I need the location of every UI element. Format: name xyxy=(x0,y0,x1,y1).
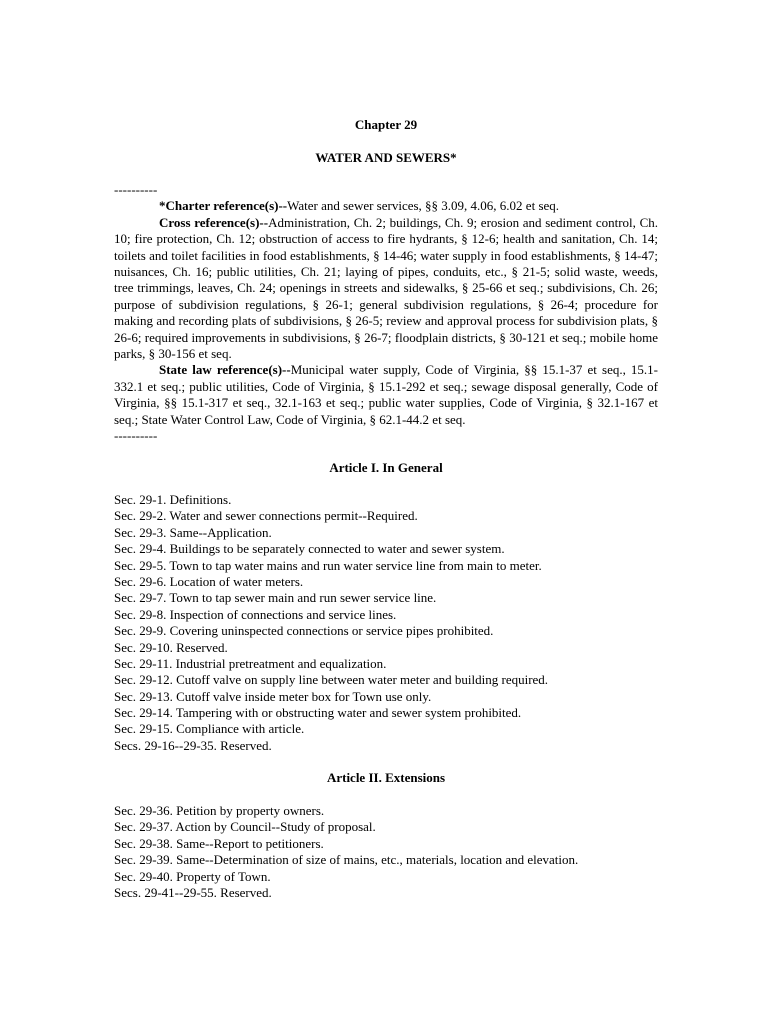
section-entry: Sec. 29-7. Town to tap sewer main and run sewer service line. xyxy=(114,590,437,606)
section-entry: Sec. 29-14. Tampering with or obstructing water and sewer system prohibited. xyxy=(114,705,522,721)
section-entry: Sec. 29-3. Same--Application. xyxy=(114,524,272,540)
charter-reference-label: *Charter reference(s)-- xyxy=(159,198,288,214)
section-entry: Sec. 29-39. Same--Determination of size of mains, etc., materials, location and elevation. xyxy=(114,852,579,868)
section-entry: Sec. 29-4. Buildings to be separately connected to water and sewer system. xyxy=(114,541,505,557)
state-law-reference xyxy=(114,362,658,428)
section-entry: Sec. 29-13. Cutoff valve inside meter box for Town use only. xyxy=(114,688,432,704)
section-entry: Sec. 29-11. Industrial pretreatment and equalization. xyxy=(114,655,387,671)
section-entry: Sec. 29-36. Petition by property owners. xyxy=(114,803,325,818)
section-entry: Sec. 29-2. Water and sewer connections permit--Required. xyxy=(114,508,418,524)
article-1-heading: Article I. In General xyxy=(329,460,443,475)
section-entry: Sec. 29-10. Reserved. xyxy=(114,639,228,655)
state-law-reference-label: State law reference(s)-- xyxy=(159,362,291,378)
chapter-title: Chapter 29 xyxy=(354,117,418,132)
section-entry: Sec. 29-40. Property of Town. xyxy=(114,868,271,884)
reference-notes xyxy=(114,182,658,445)
charter-reference-text: Water and sewer services, §§ 3.09, 4.06, 6.02 et seq. xyxy=(287,198,560,214)
cross-reference xyxy=(114,215,658,363)
section-entry: Sec. 29-6. Location of water meters. xyxy=(114,573,304,589)
charter-reference xyxy=(114,198,658,214)
article-1-section-list xyxy=(114,492,658,754)
section-entry: Sec. 29-1. Definitions. xyxy=(114,492,232,507)
chapter-subtitle: WATER AND SEWERS* xyxy=(315,150,457,165)
section-entry: Sec. 29-38. Same--Report to petitioners. xyxy=(114,835,324,851)
section-entry: Sec. 29-37. Action by Council--Study of proposal. xyxy=(114,819,376,835)
section-entry: Sec. 29-9. Covering uninspected connections or service pipes prohibited. xyxy=(114,623,494,639)
cross-reference-label: Cross reference(s)-- xyxy=(159,214,269,230)
section-entry: Sec. 29-12. Cutoff valve on supply line between water meter and building required. xyxy=(114,672,549,688)
section-entry: Secs. 29-41--29-55. Reserved. xyxy=(114,884,272,900)
article-2-section-list xyxy=(114,803,658,901)
section-entry: Secs. 29-16--29-35. Reserved. xyxy=(114,737,272,753)
section-entry: Sec. 29-5. Town to tap water mains and run water service line from main to meter. xyxy=(114,557,542,573)
state-law-reference-text: Municipal water supply, Code of Virginia, §§ 15.1-37 et seq., 15.1-332.1 et seq.; public utilities, Code of Virginia, § 15.1-292 et seq.; sewage disposal generally, Code of Virginia, §§ 15.1-317 et seq., 32.1-163 et seq.; public water supplies, Code of Virginia, § 32.1-167 et seq.; State Water Control Law, Code of Virginia, § 62.1-44.2 et seq. xyxy=(114,362,659,427)
separator-top: ---------- xyxy=(114,182,158,197)
section-entry: Sec. 29-15. Compliance with article. xyxy=(114,721,305,737)
article-2-heading: Article II. Extensions xyxy=(326,770,446,785)
section-entry: Sec. 29-8. Inspection of connections and service lines. xyxy=(114,606,397,622)
cross-reference-text: Administration, Ch. 2; buildings, Ch. 9; erosion and sediment control, Ch. 10; fire protection, Ch. 12; obstruction of access to fire hydrants, § 12-6; health and sanitation, Ch. 14; toilets and toilet facilities in food establishments, § 14-46; water supply in food establishments, § 14-47; nuisances, Ch. 16; public utilities, Ch. 21; laying of pipes, conduits, etc., § 21-5; solid waste, weeds, tree trimmings, leaves, Ch. 24; openings in streets and sidewalks, § 25-66 et seq.; subdivisions, Ch. 26; purpose of subdivision regulations, § 26-1; general subdivision regulations, § 26-4; procedure for making and recording plats of subdivisions, § 26-5; review and approval process for subdivision plats, § 26-6; required improvements in subdivisions, § 26-7; floodplain districts, § 30-121 et seq.; mobile home parks, § 30-156 et seq. xyxy=(114,214,658,362)
separator-bottom: ---------- xyxy=(114,428,158,444)
